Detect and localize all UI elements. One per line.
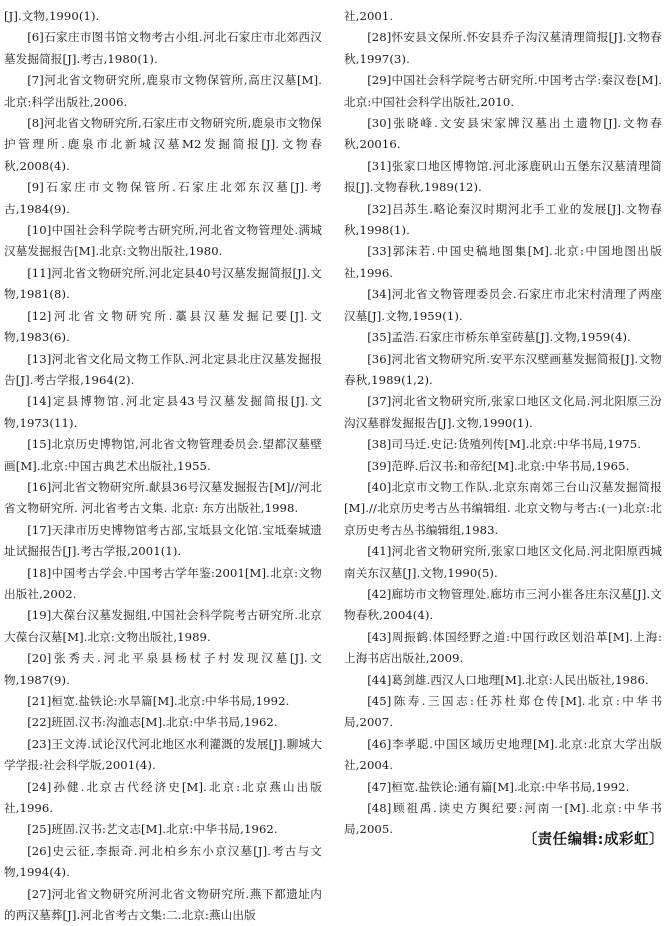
reference-entry: [29]中国社会科学院考古研究所.中国考古学:秦汉卷[M].北京:中国社会科学出版社,2010. (344, 73, 662, 109)
reference-entry: [43]周振鹤.体国经野之道:中国行政区划沿革[M].上海:上海书店出版社,2009. (344, 629, 662, 666)
reference-entry: [8]河北省文物研究所,石家庄市文物研究所,鹿泉市文物保护管理所.鹿泉市北新城汉墓M2发掘简报[J].文物春秋,2008(4). (4, 116, 322, 173)
reference-entry: [10]中国社会科学院考古研究所,河北省文物管理处.满城汉墓发掘报告[M].北京:文物出版社,1980. (4, 223, 322, 259)
reference-entry: [35]孟浩.石家庄市桥东单室砖墓[J].文物,1959(4). (367, 330, 631, 345)
references-right-column (344, 6, 662, 841)
reference-entry: [17]天津市历史博物馆考古部,宝坻县文化馆.宝坻秦城遗址试掘报告[J].考古学报,2001(1). (4, 522, 322, 559)
reference-entry: [31]张家口地区博物馆.河北涿鹿矾山五堡东汉墓清理简报[J].文物春秋,1989(12). (344, 158, 662, 195)
reference-entry: [37]河北省文物研究所,张家口地区文化局.河北阳原三汾沟汉墓群发掘报告[J].文物,1990(1). (344, 394, 662, 430)
reference-entry: [12]河北省文物研究所.藁县汉墓发掘记要[J].文物,1983(6). (4, 308, 322, 345)
reference-entry: [11]河北省文物研究所.河北定县40号汉墓发掘简报[J].文物,1981(8). (4, 265, 322, 302)
reference-entry: [14]定县博物馆.河北定县43号汉墓发掘简报[J].文物,1973(11). (4, 394, 322, 430)
reference-entry: 社,2001. (344, 9, 394, 23)
reference-entry: [40]北京市文物工作队.北京东南郊三台山汉墓发掘简报 [M].//北京历史考古丛书编辑组. 北京文物与考古:(一)北京:北京历史考古丛书编辑组,1983. (344, 479, 662, 537)
reference-entry: [30]张晓峰.文安县宋家牌汉墓出土遗物[J].文物春秋,20016. (344, 116, 662, 152)
reference-entry: [33]郭沫若.中国史稿地图集[M].北京:中国地图出版社,1996. (344, 244, 662, 280)
reference-entry: [44]葛剑雄.西汉人口地理[M].北京:人民出版社,1986. (367, 672, 649, 687)
reference-entry: [34]河北省文物管理委员会.石家庄市北宋村清理了两座汉墓[J].文物,1959(1). (344, 287, 662, 323)
reference-entry: [24]孙健.北京古代经济史[M].北京:北京燕山出版社,1996. (4, 779, 322, 816)
reference-entry: [26]史云征,李振奇.河北柏乡东小京汉墓[J].考古与文物,1994(4). (4, 843, 322, 880)
reference-entry: [36]河北省文物研究所.安平东汉壁画墓发掘简报[J].文物春秋,1989(1,2). (344, 351, 662, 387)
reference-entry: [20]张秀夫.河北平泉县杨杖子村发现汉墓[J].文物,1987(9). (4, 651, 322, 687)
references-left-column (4, 6, 322, 926)
reference-entry: [45]陈寿.三国志:任苏杜郑仓传[M].北京:中华书局,2007. (344, 694, 662, 730)
reference-entry: [41]河北省文物研究所,张家口地区文化局.河北阳原西城南关东汉墓[J].文物,1990(5). (344, 544, 662, 580)
reference-entry: [28]怀安县文保所.怀安县乔子沟汉墓清理简报[J].文物春秋,1997(3). (344, 30, 662, 66)
reference-entry: [27]河北省文物研究所河北省文物研究所.燕下都遗址内的两汉墓葬[J].河北省考古文集:二.北京:燕山出版 (4, 886, 322, 923)
reference-entry: [J].文物,1990(1). (4, 9, 100, 23)
reference-entry: [42]廊坊市文物管理处.廊坊市三河小崔各庄东汉墓[J].文物春秋,2004(4). (344, 586, 662, 623)
reference-entry: [46]李孝聪.中国区域历史地理[M].北京:北京大学出版社,2004. (344, 736, 662, 773)
reference-entry: [47]桓宽.盐铁论:通有篇[M].北京:中华书局,1992. (367, 779, 630, 794)
reference-entry: [21]桓宽.盐铁论:水旱篇[M].北京:中华书局,1992. (27, 694, 290, 708)
reference-entry: [15]北京历史博物馆,河北省文物管理委员会.望都汉墓壁画[M].北京:中国古典艺术出版社,1955. (4, 437, 322, 473)
reference-entry: [18]中国考古学会.中国考古学年鉴:2001[M].北京:文物出版社,2002. (4, 565, 322, 601)
reference-entry: [38]司马迁.史记:货殖列传[M].北京:中华书局,1975. (367, 437, 642, 452)
reference-entry: [23]王文涛.试论汉代河北地区水利灌溉的发展[J].聊城大学学报:社会科学版,2001(4). (4, 736, 322, 773)
reference-entry: [48]顾祖禹.读史方舆纪要:河南一[M].北京:中华书局,2005. (344, 801, 662, 837)
reference-entry: [25]班固.汉书:艺文志[M].北京:中华书局,1962. (27, 822, 278, 837)
reference-entry: [13]河北省文化局文物工作队.河北定县北庄汉墓发掘报告[J].考古学报,1964(2). (4, 351, 322, 387)
reference-entry: [22]班固.汉书:沟洫志[M].北京:中华书局,1962. (27, 715, 278, 730)
reference-entry: [39]范晔.后汉书:和帝纪[M].北京:中华书局,1965. (367, 458, 630, 473)
reference-entry: [16]河北省文物研究所.献县36号汉墓发掘报告[M]//河北省文物研究所. 河北省考古文集. 北京: 东方出版社,1998. (4, 479, 322, 516)
reference-entry: [19]大葆台汉墓发掘组,中国社会科学院考古研究所.北京大葆台汉墓[M].北京:文物出版社,1989. (4, 608, 322, 644)
reference-entry: [9]石家庄市文物保管所.石家庄北郊东汉墓[J].考古,1984(9). (4, 180, 322, 216)
reference-entry: [6]石家庄市图书馆文物考古小组.河北石家庄市北郊西汉墓发掘简报[J].考古,1980(1). (4, 30, 322, 66)
reference-entry: [7]河北省文物研究所,鹿泉市文物保管所,高庄汉墓[M].北京:科学出版社,2006. (4, 73, 322, 109)
reference-entry: [32]吕苏生.略论秦汉时期河北手工业的发展[J].文物春秋,1998(1). (344, 201, 662, 238)
responsible-editor-note: 〔责任编辑:成彩虹〕 (522, 832, 664, 848)
